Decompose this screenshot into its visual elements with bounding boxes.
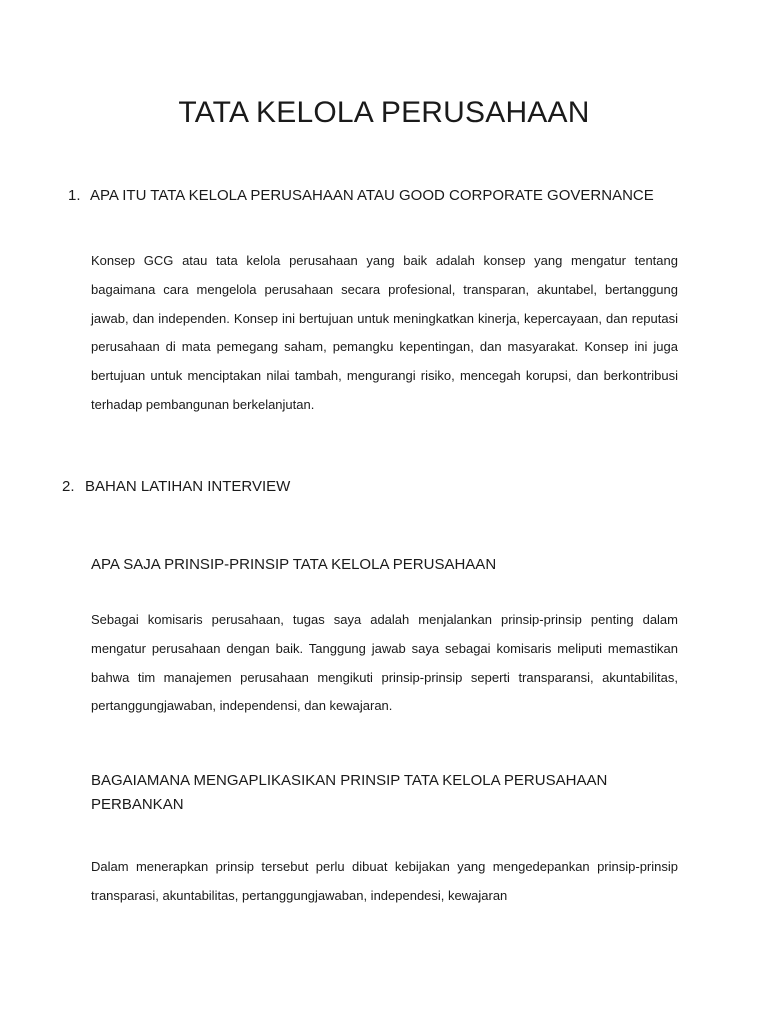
section-2-heading-text: BAHAN LATIHAN INTERVIEW xyxy=(85,478,291,495)
subsection-1-paragraph: Sebagai komisaris perusahaan, tugas saya adalah menjalankan prinsip-prinsip penting dalam mengatur perusahaan dengan baik. Tanggung jawab saya sebagai komisaris meliputi memastikan bahwa tim manajemen perusahaan mengikuti prinsip-prinsip seperti transparansi, akuntabilitas, pertanggungjawaban, independensi, dan kewajaran. xyxy=(91,612,678,714)
section-2-number: 2. xyxy=(62,478,75,495)
subsection-2-paragraph: Dalam menerapkan prinsip tersebut perlu dibuat kebijakan yang mengedepankan prinsip-prinsip transparasi, akuntabilitas, pertanggungjawaban, independesi, kewajaran xyxy=(91,859,678,903)
subsection-2-heading: BAGAIAMANA MENGAPLIKASIKAN PRINSIP TATA KELOLA PERUSAHAAN PERBANKAN xyxy=(91,772,608,813)
section-1-heading-text: APA ITU TATA KELOLA PERUSAHAAN ATAU GOOD CORPORATE GOVERNANCE xyxy=(90,187,654,204)
section-2-heading xyxy=(62,478,290,495)
section-1-heading xyxy=(68,187,654,204)
document-title: TATA KELOLA PERUSAHAAN xyxy=(178,96,590,129)
subsection-1-heading: APA SAJA PRINSIP-PRINSIP TATA KELOLA PERUSAHAAN xyxy=(91,556,497,573)
section-1-paragraph: Konsep GCG atau tata kelola perusahaan yang baik adalah konsep yang mengatur tentang bagaimana cara mengelola perusahaan secara profesional, transparan, akuntabel, bertanggung jawab, dan independen. Konsep ini bertujuan untuk meningkatkan kinerja, kepercayaan, dan reputasi perusahaan di mata pemegang saham, pemangku kepentingan, dan masyarakat. Konsep ini juga bertujuan untuk menciptakan nilai tambah, mengurangi risiko, mencegah korupsi, dan berkontribusi terhadap pembangunan berkelanjutan. xyxy=(91,253,678,412)
section-1-number: 1. xyxy=(68,187,81,204)
